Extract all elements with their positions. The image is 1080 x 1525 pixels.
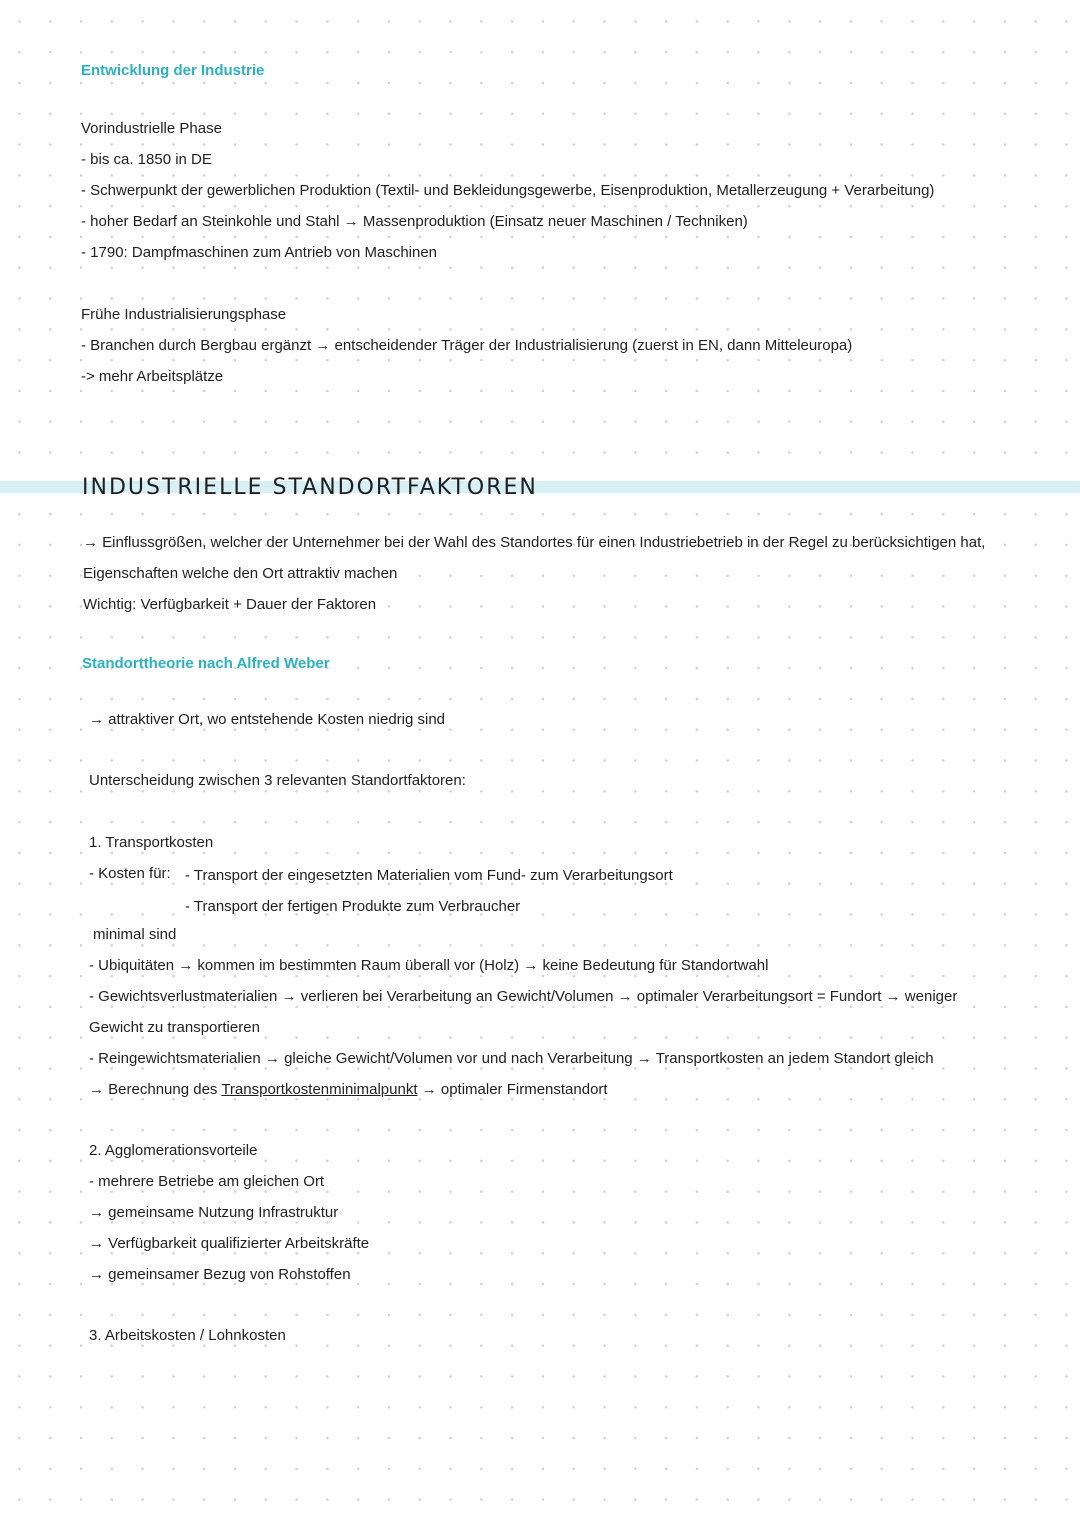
list-item: - Gewichtsverlustmaterialien → verlieren bei Verarbeitung an Gewicht/Volumen → optimaler Verarbeitungsort = Fundort → weniger <box>89 988 958 1005</box>
list-item-continued: Gewicht zu transportieren <box>89 1019 260 1036</box>
section-heading-industrie: Entwicklung der Industrie <box>81 62 265 79</box>
list-item: - Branchen durch Bergbau ergänzt → entscheidender Träger der Industrialisierung (zuerst in EN, dann Mitteleuropa) <box>81 337 853 354</box>
berechnung-suffix: → optimaler Firmenstandort <box>417 1081 608 1098</box>
list-item: - bis ca. 1850 in DE <box>81 151 212 168</box>
list-item: -> mehr Arbeitsplätze <box>81 368 224 385</box>
transportkostenminimalpunkt-term: Transportkostenminimalpunkt <box>221 1081 418 1098</box>
list-item: - Ubiquitäten → kommen im bestimmten Raum überall vor (Holz) → keine Bedeutung für Standortwahl <box>89 957 769 974</box>
list-item: → gemeinsamer Bezug von Rohstoffen <box>89 1266 351 1283</box>
list-item: → gemeinsame Nutzung Infrastruktur <box>89 1204 339 1221</box>
list-item: - Transport der fertigen Produkte zum Verbraucher <box>185 898 521 915</box>
list-item: - mehrere Betriebe am gleichen Ort <box>89 1173 325 1190</box>
subheading-frueh: Frühe Industrialisierungsphase <box>81 306 287 323</box>
section-heading-weber: Standorttheorie nach Alfred Weber <box>82 655 330 672</box>
list-item: - Reingewichtsmaterialien → gleiche Gewicht/Volumen vor und nach Verarbeitung → Transportkosten an jedem Standort gleich <box>89 1050 934 1067</box>
list-item: - Schwerpunkt der gewerblichen Produktion (Textil- und Bekleidungsgewerbe, Eisenproduktion, Metallerzeugung + Verarbeitung) <box>81 182 935 199</box>
weber-definition: → attraktiver Ort, wo entstehende Kosten niedrig sind <box>89 711 446 728</box>
subheading-transportkosten: 1. Transportkosten <box>89 834 214 851</box>
weber-distinction: Unterscheidung zwischen 3 relevanten Standortfaktoren: <box>89 772 466 789</box>
section-title-standortfaktoren: INDUSTRIELLE STANDORTFAKTOREN <box>82 475 538 500</box>
berechnung-prefix: → Berechnung des <box>89 1081 222 1098</box>
intro-line: Wichtig: Verfügbarkeit + Dauer der Faktoren <box>83 596 377 613</box>
list-item: - 1790: Dampfmaschinen zum Antrieb von Maschinen <box>81 244 438 261</box>
subheading-agglomeration: 2. Agglomerationsvorteile <box>89 1142 258 1159</box>
subheading-arbeitskosten: 3. Arbeitskosten / Lohnkosten <box>89 1327 286 1344</box>
list-item: - hoher Bedarf an Steinkohle und Stahl → Massenproduktion (Einsatz neuer Maschinen / Techniken) <box>81 213 748 230</box>
list-item: → Verfügbarkeit qualifizierter Arbeitskräfte <box>89 1235 370 1252</box>
list-item: - Transport der eingesetzten Materialien vom Fund- zum Verarbeitungsort <box>185 867 673 884</box>
kosten-label: - Kosten für: <box>89 865 171 882</box>
intro-line: Eigenschaften welche den Ort attraktiv machen <box>83 565 398 582</box>
minimal-text: minimal sind <box>93 926 177 943</box>
intro-line: → Einflussgrößen, welcher der Unternehmer bei der Wahl des Standortes für einen Industriebetrieb in der Regel zu berücksichtigen hat, <box>83 534 986 551</box>
berechnung-line <box>89 1080 608 1100</box>
subheading-vorindustriell: Vorindustrielle Phase <box>81 120 222 137</box>
